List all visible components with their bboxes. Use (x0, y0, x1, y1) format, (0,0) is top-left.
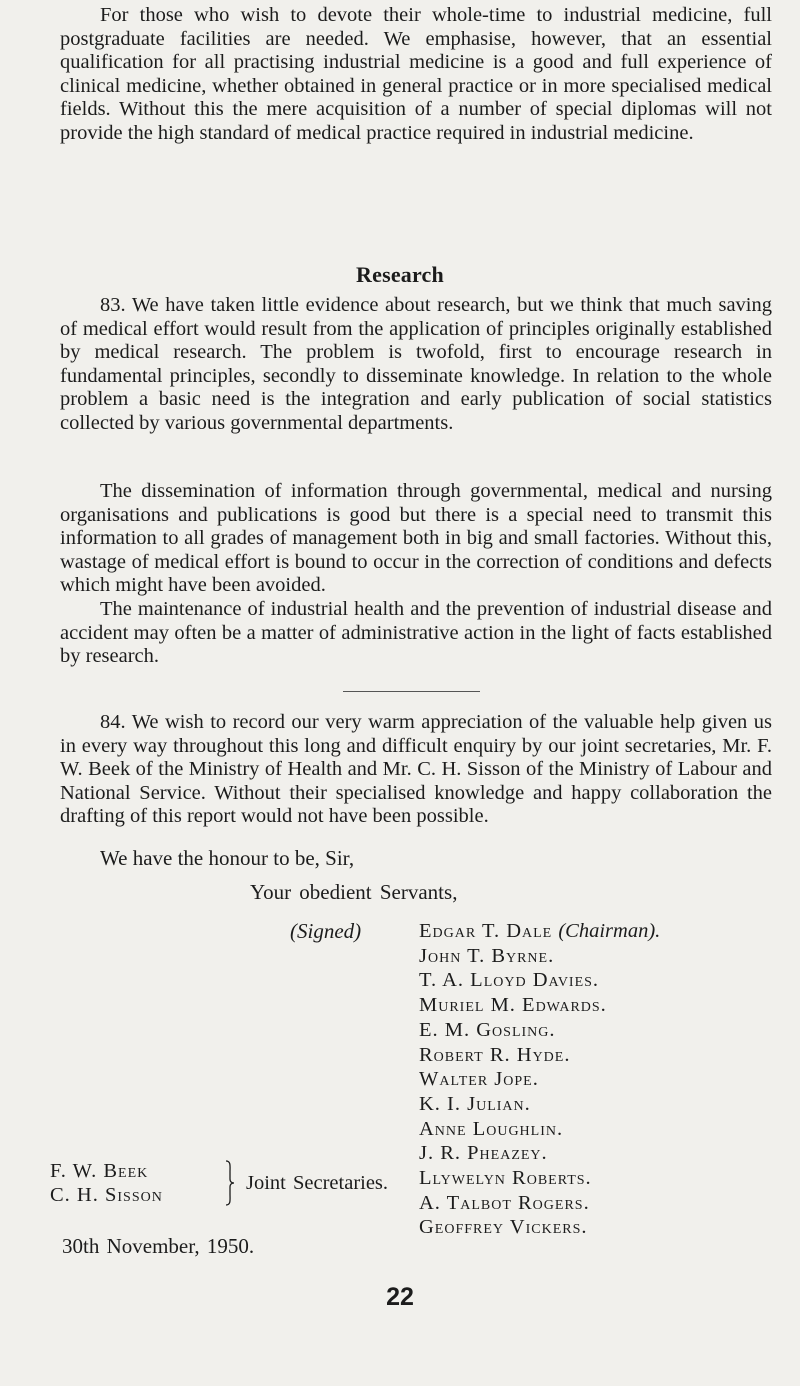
signatory: K. I. Julian. (419, 1092, 531, 1115)
signatory: A. Talbot Rogers. (419, 1191, 590, 1214)
signatory: T. A. Lloyd Davies. (419, 969, 600, 992)
valediction: Your obedient Servants, (250, 880, 458, 904)
signatory-chairman (419, 919, 660, 944)
secretary-name: C. H. Sisson (50, 1184, 163, 1206)
signatory: Walter Jope. (419, 1068, 539, 1091)
secretaries-role: Joint Secretaries. (246, 1172, 389, 1194)
signatory: Llywelyn Roberts. (419, 1167, 592, 1190)
chairman-name: Edgar T. Dale (419, 920, 553, 942)
secretary-name: F. W. Beek (50, 1160, 149, 1182)
signatory: John T. Byrne. (419, 944, 555, 967)
signatory: Muriel M. Edwards. (419, 994, 607, 1017)
report-date: 30th November, 1950. (62, 1234, 255, 1258)
paragraph-83: 83. We have taken little evidence about research, but we think that much saving of medical effort would result from the application of principles originally established by medical research. The problem is twofold, first to encourage research in fundamental principles, secondly to disseminate knowledge. In relation to the whole problem a basic need is the integration and early publication of social statistics collected by various governmental departments. (60, 294, 772, 434)
research-heading: Research (356, 262, 444, 287)
paragraph-84: 84. We wish to record our very warm appreciation of the valuable help given us in every way throughout this long and difficult enquiry by our joint secretaries, Mr. F. W. Beek of the Ministry of Health and Mr. C. H. Sisson of the Ministry of Labour and National Service. Without their specialised knowledge and happy collaboration the drafting of this report would not have been possible. (60, 711, 772, 827)
signatory: Robert R. Hyde. (419, 1043, 571, 1066)
chairman-role: (Chairman). (558, 920, 661, 942)
signatory: E. M. Gosling. (419, 1018, 556, 1041)
signatory: J. R. Pheazey. (419, 1142, 548, 1165)
paragraph-dissemination: The dissemination of information through governmental, medical and nursing organisations and publications is good but there is a special need to transmit this information to all grades of management both in big and small factories. Without this, wastage of medical effort is bound to occur in the correction of conditions and defects which might have been avoided. (60, 480, 772, 596)
paragraph-maintenance: The maintenance of industrial health and the prevention of industrial disease and accident may often be a matter of administrative action in the light of facts established by research. (60, 598, 772, 667)
section-divider (343, 691, 480, 692)
signatories-list (419, 919, 660, 1240)
signatory: Anne Loughlin. (419, 1117, 564, 1140)
secretary-names (50, 1159, 163, 1207)
page-number: 22 (386, 1283, 414, 1311)
intro-paragraph: For those who wish to devote their whole-time to industrial medicine, full postgraduate facilities are needed. We emphasise, however, that an essential qualification for all practising industrial medicine is a good and full experience of clinical medicine, whether obtained in general practice or in more specialised medical fields. Without this the mere acquisition of a number of special diplomas will not provide the high standard of medical practice required in industrial medicine. (60, 4, 772, 144)
right-brace-icon (225, 1160, 235, 1206)
signatory: Geoffrey Vickers. (419, 1216, 588, 1239)
signed-label: (Signed) (290, 919, 362, 943)
salutation: We have the honour to be, Sir, (100, 846, 355, 870)
